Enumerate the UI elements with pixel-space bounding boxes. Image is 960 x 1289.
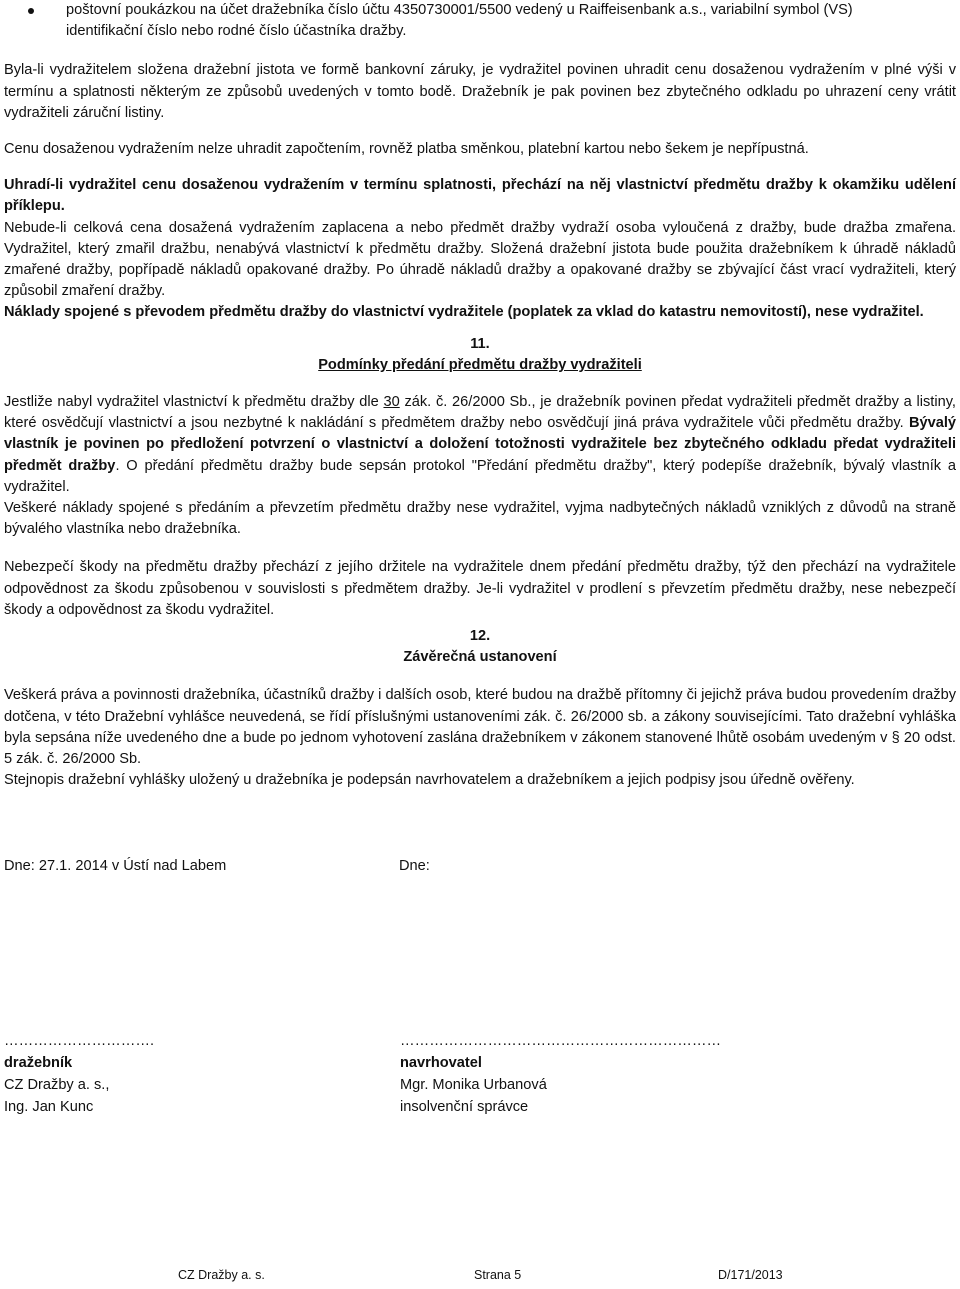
document-page	[4, 0, 956, 792]
paragraph-handover	[4, 392, 956, 498]
paragraph-final-provisions: Veškerá práva a povinnosti dražebníka, účastníků dražby i dalších osob, které budou na dražbě přítomny či jejichž práva budou provedením dražby dotčena, v této Dražební vyhlášce neuvedená, se řídí příslušnými ustanoveními zák. č. 26/2000 sb. a zákony souvisejícími. Tato dražební vyhláška byla sepsána níže uvedeného dne a bude po jednom vyhotovení zaslána dražebníkem v zákonem stanovené lhůtě osobám uvedeným v § 20 odst. 5 zák. č. 26/2000 Sb.	[4, 687, 956, 768]
signature-company: CZ Dražby a. s.,	[4, 1077, 110, 1093]
signature-role: dražebník	[4, 1055, 73, 1071]
paragraph-bank-guarantee-text-a: Byla-li vydražitelem složena dražební jistota ve formě bankovní záruky, je vydražitel povinen uhradit cenu dosaženou vydražením v plné výši v termínu a splatnosti některým ze způsobů uvedených v tomto bodě.	[4, 62, 956, 100]
signature-line: …………………………………………………………	[400, 1033, 722, 1049]
section-11-title: Podmínky předání předmětu dražby vydražiteli	[318, 356, 642, 373]
signature-role: navrhovatel	[400, 1055, 482, 1071]
handover-text-b: zák. č. 26/2000 Sb., je dražebník povinen předat vydražiteli předmět dražby a listiny, které osvědčují vlastnictví a jsou nezbytné k nakládání s předmětem dražby nebo osvědčují jiná práva vydražitele vůči předmětu dražby.	[4, 394, 956, 432]
bullet-icon	[28, 8, 34, 14]
paragraph-payment-restriction: Cenu dosaženou vydražením nelze uhradit započtením, rovněž platba směnkou, platební kartou nebo šekem je nepřípustná.	[4, 141, 809, 158]
bullet-line-1: poštovní poukázkou na účet dražebníka číslo účtu 4350730001/5500 vedený u Raiffeisenbank a.s., variabilní symbol (VS)	[66, 2, 853, 18]
signature-person: Ing. Jan Kunc	[4, 1099, 94, 1115]
section-12-number: 12.	[469, 628, 491, 645]
payment-bullet-item	[4, 0, 956, 42]
footer-company: CZ Dražby a. s.	[178, 1268, 265, 1282]
paragraph-transfer-costs: Náklady spojené s převodem předmětu dražby do vlastnictví vydražitele (poplatek za vklad do katastru nemovitostí), nese vydražitel.	[4, 304, 924, 321]
handover-text-a: Jestliže nabyl vydražitel vlastnictví k předmětu dražby dle	[4, 394, 384, 411]
date-right: Dne:	[399, 858, 430, 874]
signature-title: insolvenční správce	[400, 1099, 529, 1115]
handover-text-c: . O předání předmětu dražby bude sepsán protokol "Předání předmětu dražby", který podepíše dražebník, bývalý vlastník a vydražitel.	[4, 457, 957, 495]
signature-line: ………………………….	[4, 1033, 154, 1049]
signature-proposer	[400, 1030, 721, 1118]
section-12-title: Závěrečná ustanovení	[403, 649, 557, 666]
footer-page-number: Strana 5	[474, 1268, 522, 1282]
paragraph-copy-signature: Stejnopis dražební vyhlášky uložený u dražebníka je podepsán navrhovatelem a dražebníkem a jejich podpisy jsou úředně ověřeny.	[4, 772, 855, 789]
date-left: Dne: 27.1. 2014 v Ústí nad Labem	[4, 858, 227, 874]
date-row	[4, 858, 956, 882]
signature-person: Mgr. Monika Urbanová	[400, 1077, 547, 1093]
section-11-number: 11.	[470, 335, 490, 352]
handover-bold-text: Bývalý vlastník je povinen po předložení potvrzení o vlastnictví a doložení totožnosti vydražitele bez zbytečného odkladu předat vydražiteli předmět dražby	[4, 415, 956, 474]
paragraph-ownership-transfer: Uhradí-li vydražitel cenu dosaženou vydražením v termínu splatnosti, přechází na něj vlastnictví předmětu dražby k okamžiku udělení příklepu.	[4, 177, 956, 215]
footer-reference: D/171/2013	[718, 1268, 783, 1282]
paragraph-bank-guarantee	[4, 60, 956, 124]
paragraph-damage-risk: Nebezpečí škody na předmětu dražby přechází z jejího držitele na vydražitele dnem předání předmětu dražby, týž den přechází na vydražitele odpovědnost za škodu způsobenou v souvislosti s předmětem dražby. Je-li vydražitel v prodlení s převzetím předmětu dražby, nese nebezpečí škody a odpovědnost za škodu vydražitel.	[4, 559, 956, 618]
paragraph-handover-costs: Veškeré náklady spojené s předáním a převzetím předmětu dražby nese vydražitel, vyjma nadbytečných nákladů vzniklých z důvodů na straně bývalého vlastníka nebo dražebníka.	[4, 500, 956, 538]
handover-section-ref: 30	[383, 394, 400, 411]
signature-auctioneer	[4, 1030, 154, 1118]
paragraph-auction-frustration: Nebude-li celková cena dosažená vydražením zaplacena a nebo předmět dražby vydraží osoba vyloučená z dražby, bude dražba zmařena. Vydražitel, který zmařil dražbu, nenabývá vlastnictví k předmětu dražby. Složená dražební jistota bude použita dražebníkem k úhradě nákladů zmařené dražby, popřípadě nákladů opakované dražby. Po úhradě nákladů dražby a opakované dražby se zbývající část vrací vydražiteli, který způsobil zmaření dražby.	[4, 219, 956, 300]
paragraph-bank-guarantee-text-b: Dražebník je pak povinen bez zbytečného odkladu po uhrazení ceny vrátit vydražiteli záruční listiny.	[4, 83, 956, 121]
bullet-line-2: identifikační číslo nebo rodné číslo účastníka dražby.	[66, 23, 407, 40]
